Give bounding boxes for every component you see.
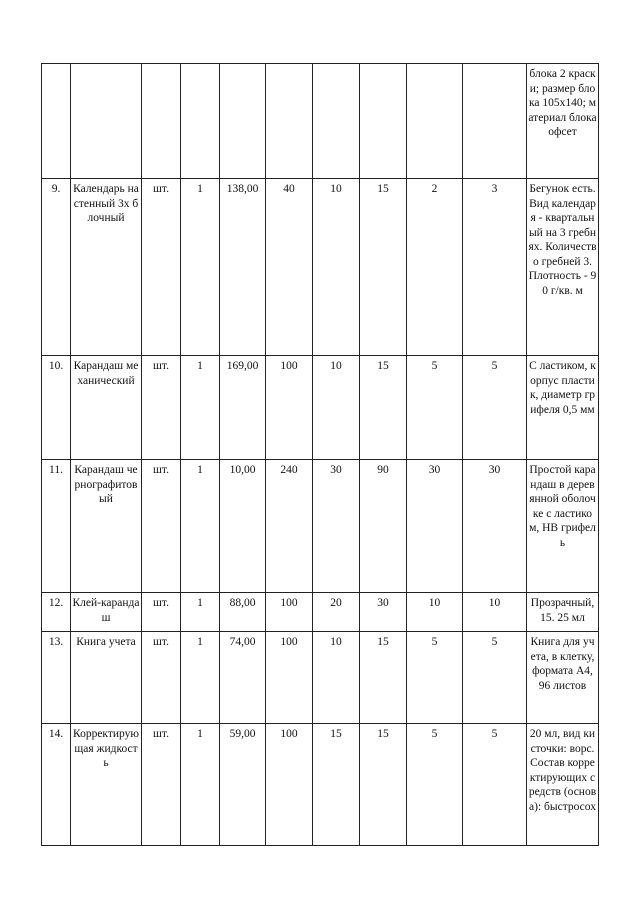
- cell-c9: 5: [407, 724, 463, 846]
- cell-price: [220, 64, 266, 179]
- cell-c7: 20: [313, 593, 360, 632]
- cell-description: блока 2 краски; размер блока 105x140; материал блока офсет: [527, 64, 599, 179]
- cell-price: 74,00: [220, 632, 266, 724]
- cell-price: 138,00: [220, 179, 266, 356]
- cell-c7: 10: [313, 356, 360, 460]
- cell-c6: 100: [266, 724, 313, 846]
- table-row: [42, 724, 599, 846]
- cell-qty: 1: [181, 356, 220, 460]
- cell-c7: 30: [313, 460, 360, 593]
- cell-unit: шт.: [142, 356, 181, 460]
- cell-c10: [463, 64, 527, 179]
- cell-num: [42, 64, 71, 179]
- cell-c9: 5: [407, 632, 463, 724]
- table-row: [42, 632, 599, 724]
- cell-description: Бегунок есть. Вид календаря - квартальный на 3 гребнях. Количество гребней 3. Плотность - 90 г/кв. м: [527, 179, 599, 356]
- table-row: [42, 460, 599, 593]
- cell-c8: [360, 64, 407, 179]
- cell-c7: 10: [313, 179, 360, 356]
- cell-c10: 10: [463, 593, 527, 632]
- cell-num: 10.: [42, 356, 71, 460]
- cell-unit: шт.: [142, 632, 181, 724]
- cell-c8: 15: [360, 632, 407, 724]
- cell-c10: 5: [463, 356, 527, 460]
- cell-c6: [266, 64, 313, 179]
- cell-c6: 40: [266, 179, 313, 356]
- cell-c8: 30: [360, 593, 407, 632]
- cell-c8: 90: [360, 460, 407, 593]
- cell-c9: [407, 64, 463, 179]
- cell-c7: 15: [313, 724, 360, 846]
- cell-qty: 1: [181, 724, 220, 846]
- table-row: [42, 64, 599, 179]
- cell-name: Карандаш чернографитовый: [71, 460, 142, 593]
- cell-c8: 15: [360, 724, 407, 846]
- cell-c9: 5: [407, 356, 463, 460]
- cell-name: Клей-карандаш: [71, 593, 142, 632]
- cell-name: Корректирующая жидкость: [71, 724, 142, 846]
- cell-unit: [142, 64, 181, 179]
- cell-c9: 10: [407, 593, 463, 632]
- cell-price: 10,00: [220, 460, 266, 593]
- cell-c7: [313, 64, 360, 179]
- cell-c10: 5: [463, 724, 527, 846]
- cell-description: Книга для учета, в клетку, формата А4, 96 листов: [527, 632, 599, 724]
- cell-name: Книга учета: [71, 632, 142, 724]
- cell-c9: 30: [407, 460, 463, 593]
- cell-qty: 1: [181, 632, 220, 724]
- cell-c6: 240: [266, 460, 313, 593]
- cell-c9: 2: [407, 179, 463, 356]
- cell-c10: 5: [463, 632, 527, 724]
- cell-description: Простой карандаш в деревянной оболочке с ластиком, HB грифель: [527, 460, 599, 593]
- cell-price: 88,00: [220, 593, 266, 632]
- cell-unit: шт.: [142, 593, 181, 632]
- cell-num: 11.: [42, 460, 71, 593]
- cell-num: 14.: [42, 724, 71, 846]
- cell-description: 20 мл, вид кисточки: ворс. Состав корректирующих средств (основа): быстросох: [527, 724, 599, 846]
- cell-qty: 1: [181, 593, 220, 632]
- cell-num: 12.: [42, 593, 71, 632]
- cell-c6: 100: [266, 632, 313, 724]
- cell-qty: [181, 64, 220, 179]
- cell-name: [71, 64, 142, 179]
- cell-name: Календарь настенный 3х блочный: [71, 179, 142, 356]
- cell-unit: шт.: [142, 460, 181, 593]
- cell-c10: 3: [463, 179, 527, 356]
- table-row: [42, 593, 599, 632]
- cell-c7: 10: [313, 632, 360, 724]
- cell-c6: 100: [266, 356, 313, 460]
- cell-price: 59,00: [220, 724, 266, 846]
- cell-name: Карандаш механический: [71, 356, 142, 460]
- cell-unit: шт.: [142, 724, 181, 846]
- cell-num: 13.: [42, 632, 71, 724]
- table-row: [42, 179, 599, 356]
- cell-price: 169,00: [220, 356, 266, 460]
- cell-num: 9.: [42, 179, 71, 356]
- cell-qty: 1: [181, 460, 220, 593]
- cell-unit: шт.: [142, 179, 181, 356]
- cell-c8: 15: [360, 356, 407, 460]
- cell-c10: 30: [463, 460, 527, 593]
- cell-c6: 100: [266, 593, 313, 632]
- table-row: [42, 356, 599, 460]
- cell-qty: 1: [181, 179, 220, 356]
- goods-table: [41, 63, 599, 846]
- cell-c8: 15: [360, 179, 407, 356]
- cell-description: С ластиком, корпус пластик, диаметр грифеля 0,5 мм: [527, 356, 599, 460]
- cell-description: Прозрачный, 15. 25 мл: [527, 593, 599, 632]
